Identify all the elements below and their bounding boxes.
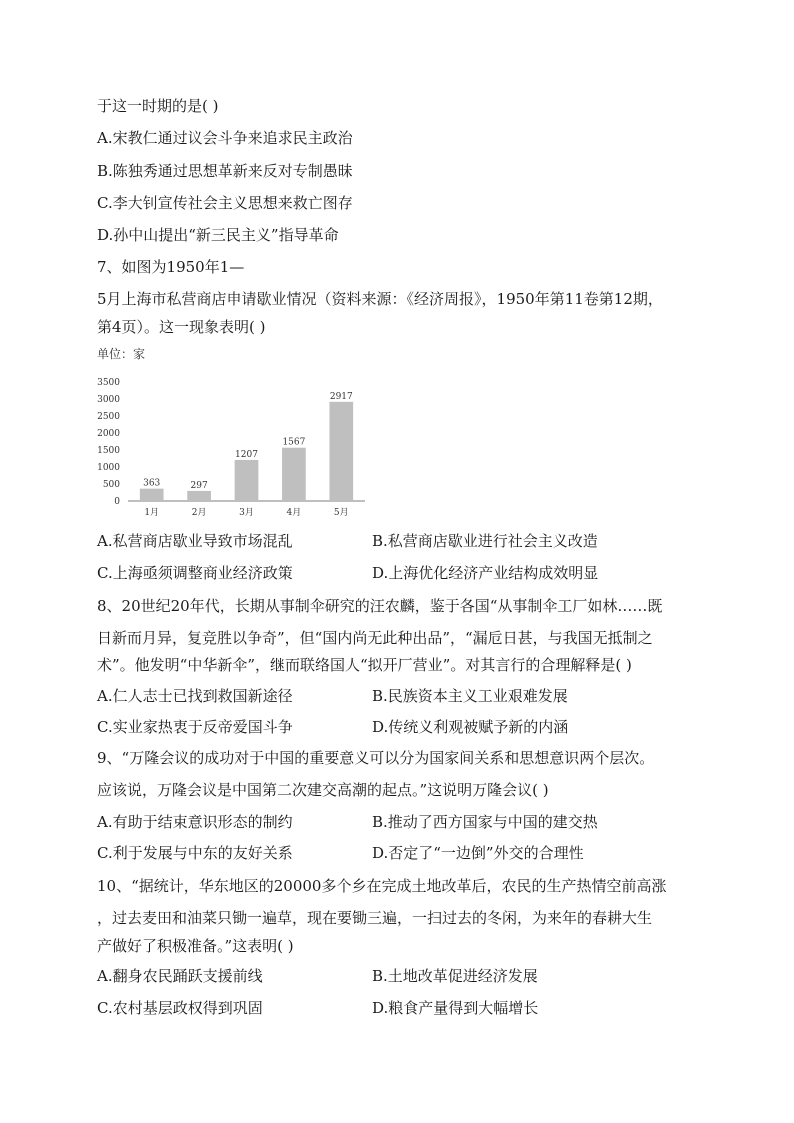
q10-option-c: C.农村基层政权得到巩固 — [97, 999, 263, 1017]
y-tick-label: 500 — [102, 480, 120, 490]
q10-option-d: D.粮食产量得到大幅增长 — [372, 999, 539, 1017]
bar — [282, 448, 306, 501]
q7-option-b: B.私营商店歇业进行社会主义改造 — [372, 532, 598, 550]
q9-option-a: A.有助于结束意识形态的制约 — [97, 813, 293, 831]
q8-stem-line2: 日新而月异，复竞胜以争奇”，但“国内尚无此种出品”，“漏卮日甚，与我国无抵制之 — [97, 629, 653, 647]
q8-option-d: D.传统义利观被赋予新的内涵 — [372, 718, 569, 736]
q10-stem-line2: ，过去麦田和油菜只锄一遍草，现在要锄三遍，一扫过去的冬闲，为来年的春耕大生 — [97, 909, 653, 927]
x-tick-label: 2月 — [191, 508, 207, 518]
bar — [140, 489, 164, 501]
bar-data-label: 2917 — [329, 391, 353, 402]
q9-option-c: C.利于发展与中东的友好关系 — [97, 844, 293, 862]
y-tick-label: 2000 — [97, 429, 120, 439]
q9-option-d: D.否定了“一边倒”外交的合理性 — [372, 844, 584, 862]
q10-option-b: B.土地改革促进经济发展 — [372, 967, 538, 985]
bar-data-label: 363 — [143, 478, 161, 489]
y-tick-label: 2500 — [97, 412, 120, 422]
q8-option-a: A.仁人志士已找到救国新途径 — [97, 687, 293, 705]
q6-option-b: B.陈独秀通过思想革新来反对专制愚昧 — [97, 162, 353, 180]
q9-stem-line2: 应该说，万隆会议是中国第二次建交高潮的起点。”这说明万隆会议( ) — [97, 781, 549, 799]
q8-option-c: C.实业家热衷于反帝爱国斗争 — [97, 718, 293, 736]
y-tick-label: 3000 — [97, 395, 120, 405]
q7-option-c: C.上海亟须调整商业经济政策 — [97, 564, 293, 582]
bar — [187, 491, 211, 501]
q7-stem-line2: 5月上海市私营商店申请歇业情况（资料来源：《经济周报》，1950年第11卷第12期， — [97, 290, 663, 308]
q8-option-b: B.民族资本主义工业艰难发展 — [372, 687, 568, 705]
q6-option-c: C.李大钊宣传社会主义思想来救亡图存 — [97, 194, 353, 212]
q7-option-d: D.上海优化经济产业结构成效明显 — [372, 564, 599, 582]
q10-stem-line3: 产做好了积极准备。”这表明( ) — [97, 937, 294, 955]
bar — [235, 460, 259, 501]
y-tick-label: 3500 — [97, 378, 120, 388]
q7-stem-line3: 第4页）。这一现象表明( ) — [97, 318, 266, 336]
x-tick-label: 1月 — [144, 508, 160, 518]
q9-option-b: B.推动了西方国家与中国的建交热 — [372, 813, 598, 831]
q10-option-a: A.翻身农民踊跃支援前线 — [97, 967, 263, 985]
x-tick-label: 5月 — [333, 508, 349, 518]
x-tick-label: 3月 — [239, 508, 254, 518]
x-tick-label: 4月 — [286, 508, 302, 518]
bar-data-label: 297 — [190, 480, 208, 491]
bar-data-label: 1207 — [235, 449, 258, 460]
q7-stem-line1: 7、如图为1950年1— — [97, 258, 245, 276]
q6-option-d: D.孙中山提出“新三民主义”指导革命 — [97, 226, 339, 244]
q6-option-a: A.宋教仁通过议会斗争来追求民主政治 — [97, 129, 353, 147]
bar-data-label: 1567 — [282, 437, 306, 448]
bar-chart — [90, 368, 380, 528]
y-tick-label: 1000 — [97, 463, 120, 473]
q9-stem-line1: 9、“万隆会议的成功对于中国的重要意义可以分为国家间关系和思想意识两个层次。 — [97, 749, 655, 767]
y-tick-label: 1500 — [97, 446, 120, 456]
bar — [329, 402, 353, 501]
q6-tail: 于这一时期的是( ) — [97, 97, 219, 115]
q8-stem-line3: 术”。他发明“中华新伞”，继而联络国人“拟开厂营业”。对其言行的合理解释是( ) — [97, 656, 632, 674]
q7-option-a: A.私营商店歇业导致市场混乱 — [97, 532, 293, 550]
q8-stem-line1: 8、20世纪20年代，长期从事制伞研究的汪农麟，鉴于各国“从事制伞工厂如林……既 — [97, 597, 663, 615]
chart-unit-label: 单位：家 — [97, 347, 146, 361]
q10-stem-line1: 10、“据统计，华东地区的20000多个乡在完成土地改革后，农民的生产热情空前高涨 — [97, 877, 667, 895]
y-tick-label: 0 — [114, 497, 120, 507]
